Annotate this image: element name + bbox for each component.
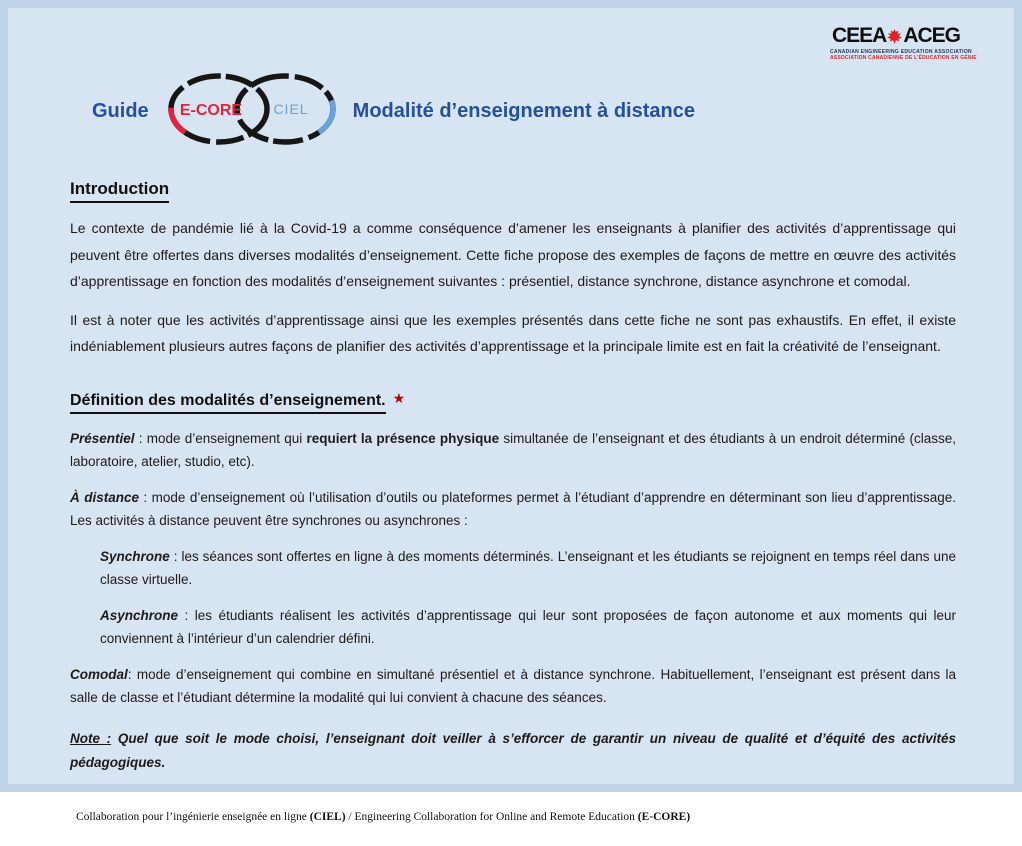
term-distance: À distance <box>70 489 139 505</box>
note-text: Quel que soit le mode choisi, l’enseignant doit veiller à s’efforcer de garantir un niveau de qualité et d’équité des activités pédagogiques. <box>70 730 956 770</box>
brand-subtitle-en: CANADIAN ENGINEERING EDUCATION ASSOCIATION <box>830 49 972 55</box>
footer-credit <box>76 811 956 823</box>
note-label: Note : <box>70 730 112 746</box>
asynchrone-text: les étudiants réalisent les activités d’apprentissage qui leur sont proposées de façon autonome et aux moments qui leur conviennent à l’intérieur d’un calendrier défini. <box>100 607 956 646</box>
term-comodal: Comodal <box>70 666 128 682</box>
brand-word-right: ACEG <box>903 24 961 47</box>
definition-presentiel <box>70 427 956 473</box>
definition-comodal <box>70 663 956 709</box>
term-asynchrone: Asynchrone <box>100 607 179 623</box>
definition-synchrone <box>100 545 956 591</box>
distance-text: mode d’enseignement où l’utilisation d’outils ou plateformes permet à l’étudiant d’apprendre en déterminant son lieu d’apprentissage. Les activités à distance peuvent être synchrones ou asynchrones : <box>70 489 956 528</box>
document-header <box>92 70 956 153</box>
footer-ecore: (E-CORE) <box>637 810 691 823</box>
introduction-heading: Introduction <box>70 179 169 203</box>
presentiel-text-1: mode d’enseignement qui <box>146 430 307 446</box>
note-paragraph <box>70 727 956 775</box>
separator: : <box>169 548 182 564</box>
page-content <box>8 70 1014 846</box>
venn-ecore-label: E-CORE <box>179 102 242 119</box>
presentiel-bold-phrase: requiert la présence physique <box>306 430 500 446</box>
term-presentiel: Présentiel <box>70 430 135 446</box>
brand-word-left: CEEA <box>831 24 887 47</box>
comodal-text: mode d’enseignement qui combine en simultané présentiel et à distance synchrone. Habituellement, l’enseignant est présent dans la salle de classe et l’étudiant détermine la modalité qui lui convient à chacune des séances. <box>70 666 956 705</box>
ecore-ciel-venn-logo <box>163 70 341 153</box>
guide-label: Guide <box>92 100 149 122</box>
definition-asynchrone <box>100 604 956 650</box>
separator: : <box>138 489 152 505</box>
term-synchrone: Synchrone <box>100 548 170 564</box>
venn-ciel-label: CIEL <box>273 101 309 117</box>
footer-text-1: Collaboration pour l’ingénierie enseignée en ligne <box>76 810 310 823</box>
maple-leaf-icon <box>887 29 902 44</box>
presentiel-text-2: simultanée de l’enseignant et des étudiants à un endroit déterminé (classe, laboratoire, atelier, studio, etc). <box>70 430 956 469</box>
red-star-icon: ★ <box>392 389 406 406</box>
separator: : <box>134 430 147 446</box>
intro-paragraph-1: Le contexte de pandémie lié à la Covid-19 a comme conséquence d’amener les enseignants à planifier des activités d’apprentissage qui peuvent être offertes dans diverses modalités d’enseignement. Cette fiche propose des exemples de façons de mettre en œuvre des activités d’apprentissage en fonction des modalités d’enseignement suivantes : présentiel, distance synchrone, distance asynchrone et comodal. <box>70 220 956 289</box>
brand-subtitle-fr: ASSOCIATION CANADIENNE DE L’ÉDUCATION EN GÉNIE <box>830 55 977 61</box>
intro-paragraph-2: Il est à noter que les activités d’apprentissage ainsi que les exemples présentés dans cette fiche ne sont pas exhaustifs. En effet, il existe indéniablement plusieurs autres façons de planifier des activités d’apprentissage et la principale limite est en fait la créativité de l’enseignant. <box>70 311 956 354</box>
definitions-heading: Définition des modalités d’enseignement. <box>70 392 386 414</box>
synchrone-text: les séances sont offertes en ligne à des moments déterminés. L’enseignant et les étudiants se rejoignent en temps réel dans une classe virtuelle. <box>100 548 956 587</box>
footer-text-2: / Engineering Collaboration for Online and Remote Education <box>345 810 638 823</box>
footer-ciel: (CIEL) <box>309 810 346 823</box>
page-title: Modalité d’enseignement à distance <box>352 100 695 122</box>
separator: : <box>178 607 195 623</box>
definition-distance <box>70 486 956 532</box>
ceea-aceg-logo <box>830 24 977 61</box>
separator: : <box>127 666 137 682</box>
